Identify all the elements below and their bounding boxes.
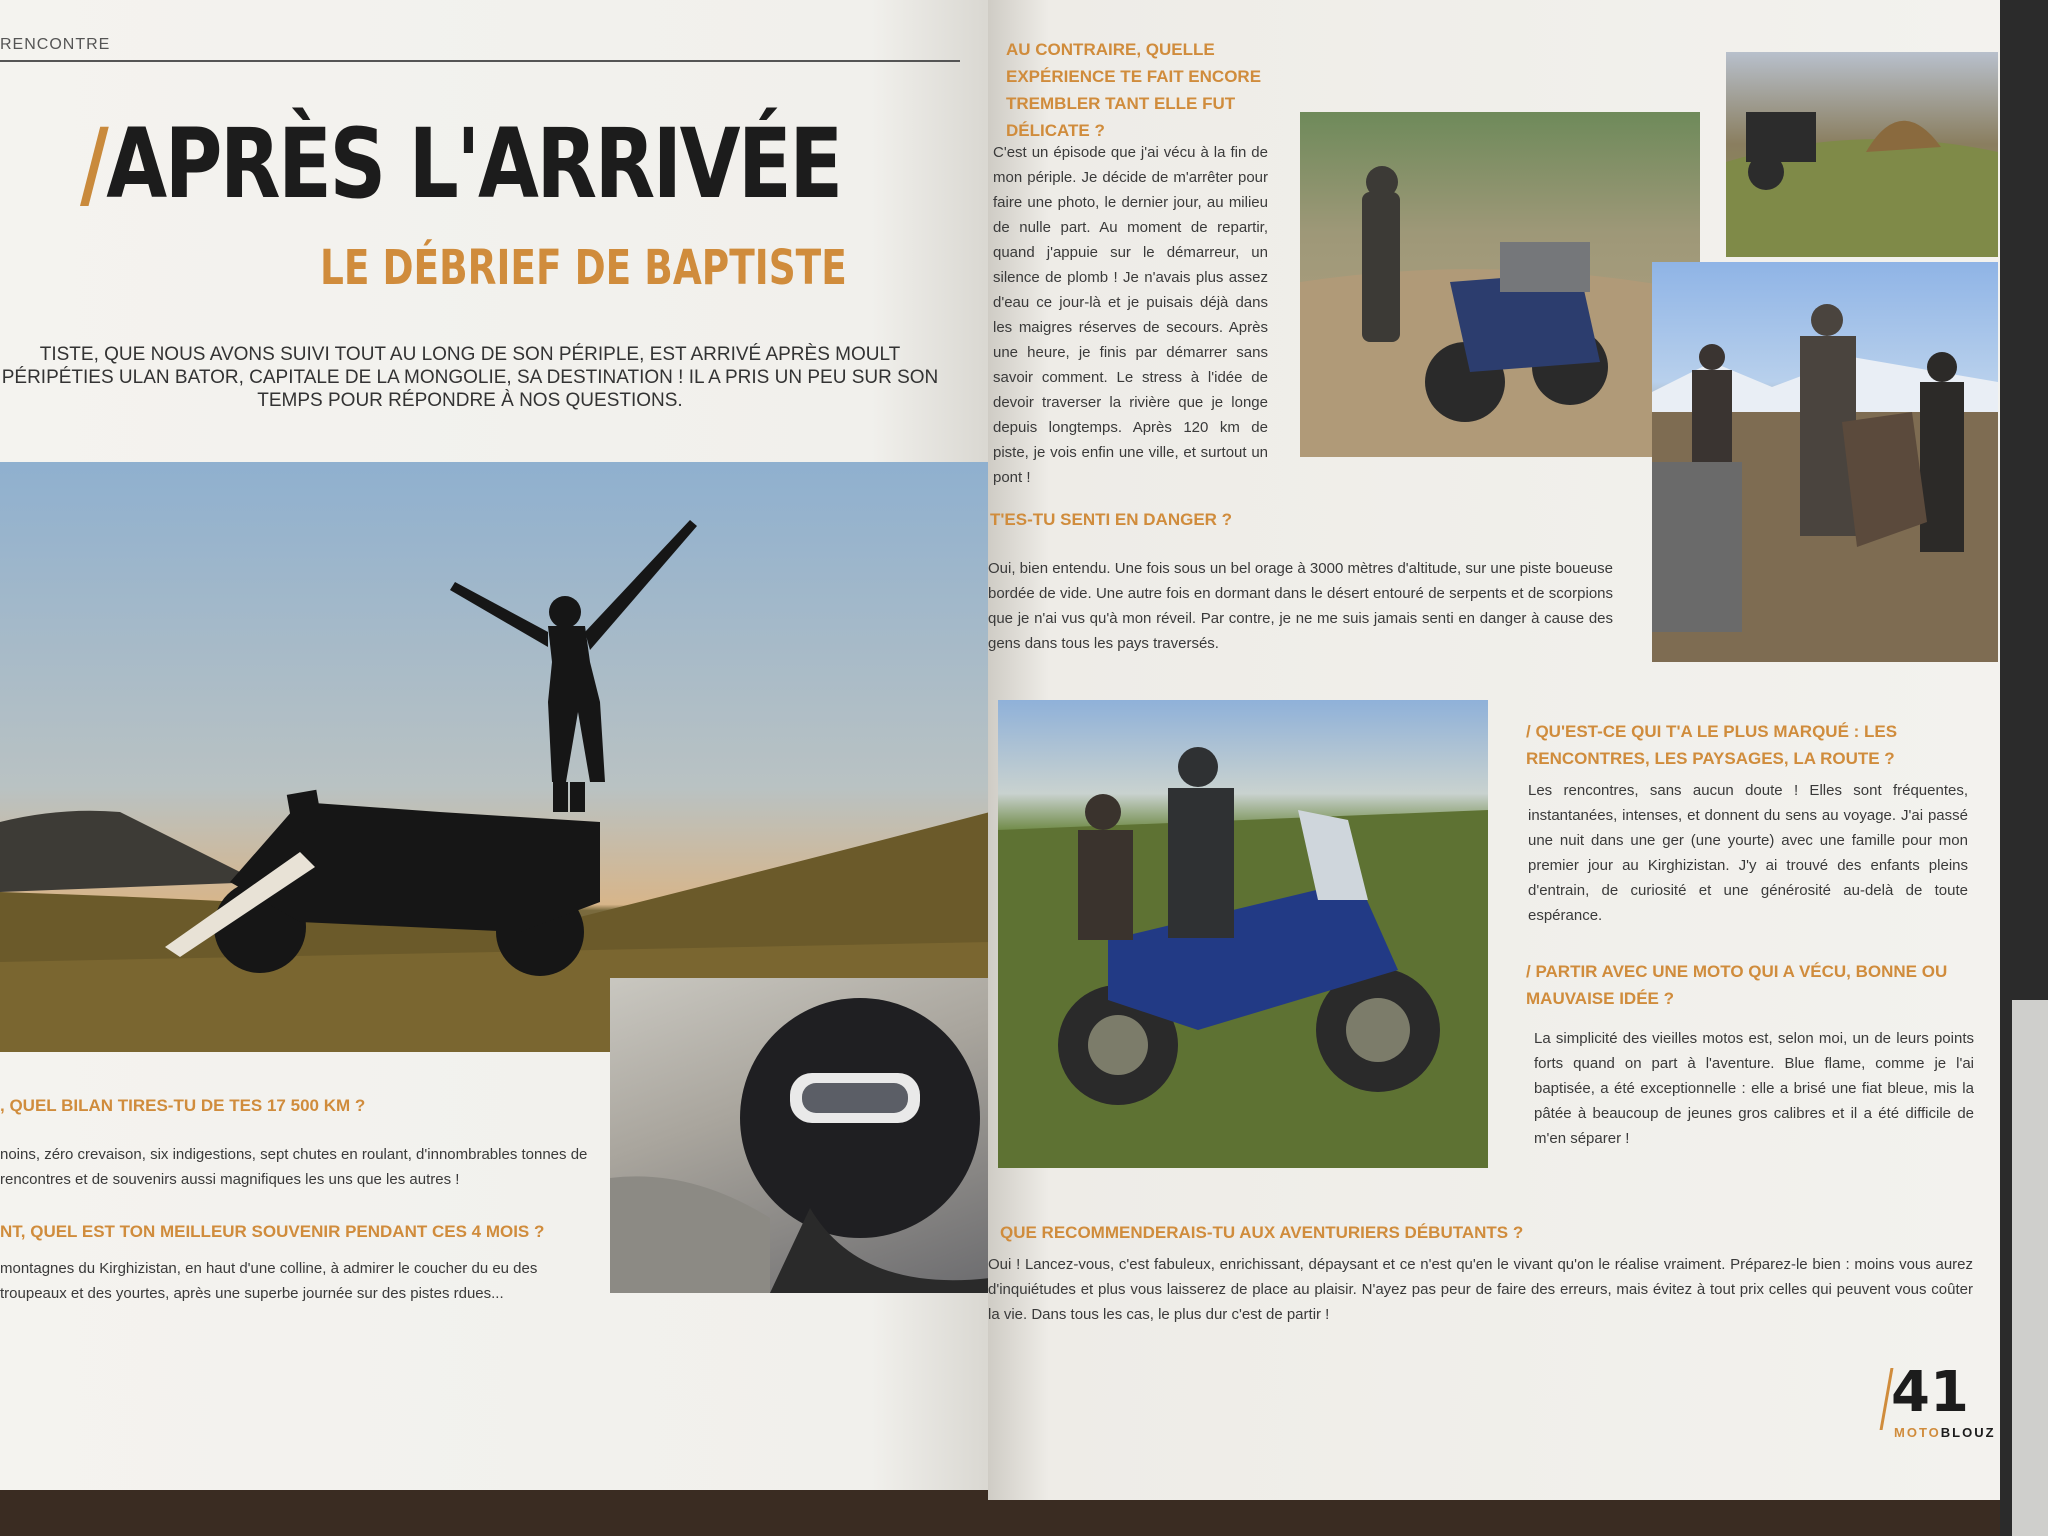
- question-danger: T'ES-TU SENTI EN DANGER ?: [990, 510, 1233, 529]
- main-title: [80, 108, 841, 220]
- brand-accent: MOTO: [1894, 1425, 1941, 1440]
- couple-scene-illustration: [998, 700, 1488, 1168]
- question-bilan: , QUEL BILAN TIRES-TU DE TES 17 500 KM ?: [0, 1096, 366, 1115]
- answer-marque: Les rencontres, sans aucun doute ! Elles sont fréquentes, instantanées, intenses, et donnent du sens au voyage. J'ai passé une nuit dans une ger (une yourte) avec une famille pour mon premier jour au Kirghizistan. J'y ai trouvé des enfants pleins d'entrain, de curiosité et une générosité au-delà de toute espérance.: [1528, 782, 1968, 924]
- sunset-motorcycle-photo: [0, 462, 990, 1052]
- camp-tent-photo: [1726, 52, 1998, 257]
- group-villagers-photo: [1652, 262, 1998, 662]
- desert-scene-illustration: [1300, 112, 1700, 457]
- question-moto: / PARTIR AVEC UNE MOTO QUI A VÉCU, BONNE OU MAUVAISE IDÉE ?: [1526, 962, 1948, 1008]
- answer-moto: La simplicité des vieilles motos est, selon moi, un de leurs points forts quand on part à l'aventure. Blue flame, comme je l'ai baptisée, a été exceptionnelle : elle a brisé une fiat bleue, mis la pâtée à beaucoup de jeunes gros calibres et il a été difficile de m'en séparer !: [1534, 1030, 1974, 1147]
- magazine-brand: [1894, 1425, 1996, 1440]
- answer-debutants: Oui ! Lancez-vous, c'est fabuleux, enrichissant, dépaysant et ce n'est qu'en le vivant qu'on le réalise vraiment. Préparez-le bien : moins vous aurez d'inquiétudes et plus vous laisserez de place au plaisir. N'ayez pas peur de faire des erreurs, mais évitez à tout prix celles qui peuvent vous coûter la vie. Dans tous les cas, le plus dur c'est de partir !: [988, 1256, 1973, 1323]
- question-debutants: QUE RECOMMENDERAIS-TU AUX AVENTURIERS DÉBUTANTS ?: [1000, 1223, 1524, 1242]
- section-label: RENCONTRE: [0, 36, 111, 53]
- subtitle: LE DÉBRIEF DE BAPTISTE: [320, 240, 847, 296]
- helmet-selfie-photo: [610, 978, 990, 1293]
- answer-delicate: C'est un épisode que j'ai vécu à la fin de mon périple. Je décide de m'arrêter pour faire une photo, le dernier jour, au milieu de nulle part. Au moment de repartir, quand j'appuie sur le démarreur, un silence de plomb ! Je n'avais plus assez d'eau ce jour-là et je puisais déjà dans les maigres réserves de secours. Après une heure, je finis par démarrer sans savoir comment. Le stress à l'idée de devoir traverser la rivière que je longe depuis longtemps. Après 120 km de piste, je vois enfin une ville, et surtout un pont !: [993, 144, 1268, 486]
- question-marque: / QU'EST-CE QUI T'A LE PLUS MARQUÉ : LES RENCONTRES, LES PAYSAGES, LA ROUTE ?: [1526, 722, 1898, 768]
- camp-scene-illustration: [1726, 52, 1998, 257]
- title-text: APRÈS L'ARRIVÉE: [106, 108, 841, 220]
- answer-danger: Oui, bien entendu. Une fois sous un bel orage à 3000 mètres d'altitude, sur une piste boueuse bordée de vide. Une autre fois en dormant dans le désert entouré de serpents et de scorpions que je n'ai vus qu'à mon réveil. Par contre, je ne me suis jamais senti en danger à cause des gens dans tous les pays traversés.: [988, 560, 1613, 652]
- light-page-edge: [2012, 1000, 2048, 1536]
- question-souvenir: NT, QUEL EST TON MEILLEUR SOUVENIR PENDANT CES 4 MOIS ?: [0, 1222, 545, 1241]
- right-page: [988, 0, 2000, 1500]
- couple-motorcycle-photo: [998, 700, 1488, 1168]
- answer-souvenir: montagnes du Kirghizistan, en haut d'une colline, à admirer le coucher du eu des troupeaux et des yourtes, après une superbe journée sur des pistes rdues...: [0, 1260, 538, 1302]
- left-page: [0, 0, 990, 1490]
- desert-rider-photo: [1300, 112, 1700, 457]
- intro-text: TISTE, QUE NOUS AVONS SUIVI TOUT AU LONG DE SON PÉRIPLE, EST ARRIVÉ APRÈS MOULT PÉRIPÉTIES ULAN BATOR, CAPITALE DE LA MONGOLIE, SA DESTINATION ! IL A PRIS UN PEU SUR SON TEMPS POUR RÉPONDRE À NOS QUESTIONS.: [1, 344, 939, 411]
- question-delicate: AU CONTRAIRE, QUELLE EXPÉRIENCE TE FAIT ENCORE TREMBLER TANT ELLE FUT DÉLICATE ?: [1006, 40, 1262, 140]
- sunset-scene-illustration: [0, 462, 990, 1052]
- header-rule: [0, 60, 960, 62]
- title-slash: /: [80, 108, 107, 220]
- page-number: 41: [1891, 1360, 1969, 1425]
- helmet-scene-illustration: [610, 978, 990, 1293]
- brand-rest: BLOUZ: [1940, 1425, 1996, 1440]
- group-scene-illustration: [1652, 262, 1998, 662]
- answer-bilan: noins, zéro crevaison, six indigestions, sept chutes en roulant, d'innombrables tonnes de rencontres et de souvenirs aussi magnifiques les uns que les autres !: [0, 1146, 588, 1188]
